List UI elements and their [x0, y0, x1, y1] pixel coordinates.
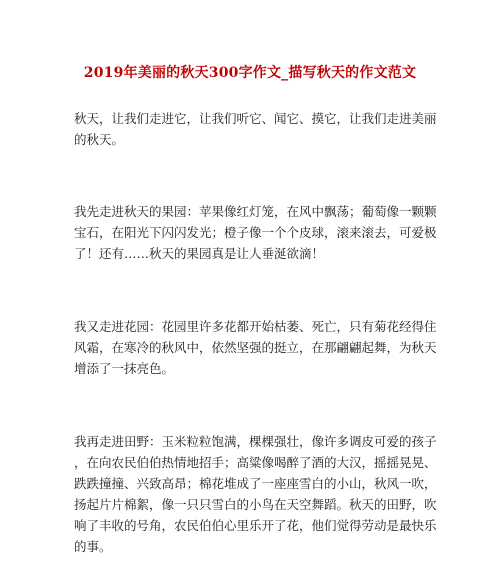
paragraph-line: 的秋天。 [74, 132, 125, 147]
paragraph-line: 宝石，在阳光下闪闪发光；橙子像一个个皮球，滚来滚去，可爱极 [74, 225, 437, 240]
paragraph-orchard [74, 201, 437, 264]
paragraph-line: 我先走进秋天的果园：苹果像红灯笼，在风中飘荡；葡萄像一颗颗 [74, 204, 437, 219]
paragraph-line: 风霜，在寒冷的秋风中，依然坚强的挺立，在那翩翩起舞，为秋天 [74, 340, 437, 355]
paragraph-garden [74, 316, 437, 379]
paragraph-line: 跌跌撞撞、兴致高昂；棉花堆成了一座座雪白的小山，秋风一吹， [74, 476, 437, 491]
paragraph-line: 我又走进花园：花园里许多花都开始枯萎、死亡，只有菊花经得住 [74, 319, 437, 334]
paragraph-line: 响了丰收的号角，农民伯伯心里乐开了花，他们觉得劳动是最快乐 [74, 518, 437, 533]
paragraph-line: 了！还有……秋天的果园真是让人垂涎欲滴！ [74, 246, 325, 261]
paragraph-line: 秋天，让我们走进它，让我们听它、闻它、摸它，让我们走进美丽 [74, 111, 437, 126]
paragraph-intro [74, 108, 437, 150]
paragraph-line: 扬起片片棉絮，像一只只雪白的小鸟在天空舞蹈。秋天的田野，吹 [74, 497, 437, 512]
paragraph-line: 我再走进田野：玉米粒粒饱满，棵棵强壮，像许多调皮可爱的孩子 [74, 434, 437, 449]
paragraph-line: 增添了一抹亮色。 [74, 361, 175, 376]
paragraph-field [74, 431, 437, 557]
paragraph-line: ，在向农民伯伯热情地招手；高粱像喝醉了酒的大汉，摇摇晃晃、 [74, 455, 437, 470]
document-title: 2019年美丽的秋天300字作文_描写秋天的作文范文 [83, 65, 417, 81]
paragraph-line: 的事。 [74, 539, 112, 554]
